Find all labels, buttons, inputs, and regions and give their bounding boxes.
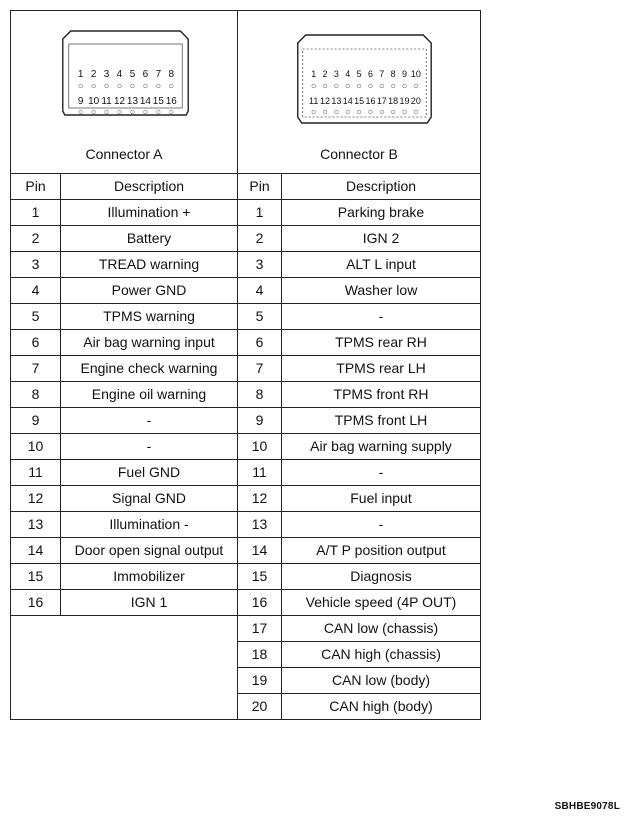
connector-pin-label: 10 [88, 95, 100, 108]
connector-pin-label: 9 [402, 68, 408, 80]
table-header-row [11, 174, 481, 200]
table-row [11, 460, 481, 486]
connector-pin-label: 12 [113, 95, 126, 108]
connector-a-pin-description: - [61, 434, 238, 460]
connector-b-pin-description: Air bag warning supply [282, 434, 481, 460]
connector-b-pin-number: 14 [238, 538, 282, 564]
connector-b-pin-description: - [282, 512, 481, 538]
connector-a-pin-number: 16 [11, 590, 61, 616]
connector-b-pin-row-1 [311, 69, 421, 88]
connector-b-pin-description: Fuel input [282, 486, 481, 512]
connector-pin-label: 20 [410, 95, 421, 107]
connector-a-pin-row-1 [78, 69, 175, 88]
connector-b-pin-number: 7 [238, 356, 282, 382]
connector-a-pin-header: Pin [11, 174, 61, 200]
connector-pin-label: 6 [142, 68, 149, 81]
connector-pin-hole [391, 110, 395, 114]
connector-pin-hole [169, 84, 173, 88]
connector-pin-label: 1 [311, 68, 317, 80]
connector-b-pin-number: 1 [238, 200, 282, 226]
connector-pin-label: 9 [77, 95, 84, 108]
connector-pin-label: 12 [320, 95, 331, 107]
table-row [11, 408, 481, 434]
connector-pin-hole [92, 110, 96, 114]
connector-b-pin-description: Parking brake [282, 200, 481, 226]
connector-a-pin-number: 11 [11, 460, 61, 486]
connector-pin-hole [312, 84, 316, 88]
connector-pin-label: 17 [376, 95, 387, 107]
connector-pin-label: 16 [165, 95, 177, 108]
connector-a-pin-number: 6 [11, 330, 61, 356]
connector-pin-hole [131, 110, 135, 114]
connector-a-pin-description: Illumination + [61, 200, 238, 226]
connector-pin-label: 11 [309, 95, 319, 107]
connector-b-caption: Connector B [320, 146, 398, 162]
connector-pin-hole [92, 84, 96, 88]
connector-pin-label: 19 [399, 95, 410, 107]
connector-pin-hole [380, 110, 384, 114]
connector-pin-label: 14 [342, 95, 353, 107]
connector-a-pin-number: 3 [11, 252, 61, 278]
connector-a-pin-description: Air bag warning input [61, 330, 238, 356]
table-row [11, 200, 481, 226]
connector-a-pin-description: Engine check warning [61, 356, 238, 382]
connector-b-pin-number: 13 [238, 512, 282, 538]
table-row [11, 616, 481, 642]
connector-b-pin-description: CAN high (chassis) [282, 642, 481, 668]
connector-a-pin-description: - [61, 408, 238, 434]
connector-b-pin-description: TPMS front LH [282, 408, 481, 434]
connector-b-pin-number: 12 [238, 486, 282, 512]
connector-pin-label: 5 [356, 68, 362, 80]
connector-b-figure-cell [238, 11, 481, 174]
connector-b-pin-description: Washer low [282, 278, 481, 304]
table-row [11, 564, 481, 590]
connector-b-pin-description: TPMS rear RH [282, 330, 481, 356]
connector-a-pin-number: 4 [11, 278, 61, 304]
connector-a-pin-number: 2 [11, 226, 61, 252]
connector-pin-label: 1 [77, 68, 84, 81]
connector-b-pin-number: 4 [238, 278, 282, 304]
connector-a-pin-description: Engine oil warning [61, 382, 238, 408]
table-row [11, 486, 481, 512]
connector-pin-hole [118, 110, 122, 114]
connector-pin-label: 7 [155, 68, 162, 81]
connector-pin-hole [157, 110, 161, 114]
connector-pin-hole [323, 84, 327, 88]
connector-a-pin-description: TREAD warning [61, 252, 238, 278]
connector-a-pin-description: Fuel GND [61, 460, 238, 486]
connector-pin-hole [105, 110, 109, 114]
connector-pin-label: 2 [90, 68, 97, 81]
connector-pin-hole [79, 110, 83, 114]
figure-reference-code: SBHBE9078L [554, 801, 620, 812]
connector-pin-label: 13 [126, 95, 138, 108]
connector-b-pin-number: 19 [238, 668, 282, 694]
connector-b-pin-description: - [282, 304, 481, 330]
table-row [11, 356, 481, 382]
connector-pin-hole [169, 110, 173, 114]
connector-b-pin-number: 20 [238, 694, 282, 720]
connector-pin-label: 18 [388, 95, 399, 107]
connector-a-pin-description: Signal GND [61, 486, 238, 512]
connector-pin-label: 3 [333, 68, 339, 80]
connector-pin-label: 8 [390, 68, 396, 80]
connector-pin-hole [323, 110, 327, 114]
connector-b-pin-description: CAN high (body) [282, 694, 481, 720]
connector-pin-label: 16 [365, 95, 376, 107]
connector-b-pin-description: A/T P position output [282, 538, 481, 564]
connector-a-figure-cell [11, 11, 238, 174]
connector-b-pin-number: 2 [238, 226, 282, 252]
connector-b-pin-number: 11 [238, 460, 282, 486]
connector-a-pin-number: 9 [11, 408, 61, 434]
connector-figure-row [11, 11, 481, 174]
connector-pin-label: 6 [367, 68, 373, 80]
connector-pin-label: 3 [103, 68, 110, 81]
connector-pin-hole [414, 110, 418, 114]
connector-a-pin-description: Illumination - [61, 512, 238, 538]
connector-a-pin-number: 5 [11, 304, 61, 330]
table-row [11, 304, 481, 330]
connector-a-pin-description: IGN 1 [61, 590, 238, 616]
connector-a-pin-row-2 [78, 96, 177, 114]
connector-pin-label: 14 [139, 95, 151, 108]
connector-pin-label: 15 [152, 95, 164, 108]
connector-b-pin-description: ALT L input [282, 252, 481, 278]
connector-b-pin-number: 8 [238, 382, 282, 408]
connector-b-pin-description: CAN low (body) [282, 668, 481, 694]
connector-pin-label: 13 [331, 95, 342, 107]
connector-pin-hole [346, 84, 350, 88]
connector-pin-hole [335, 110, 339, 114]
connector-b-pin-number: 18 [238, 642, 282, 668]
connector-b-description-header: Description [282, 174, 481, 200]
connector-b-pin-number: 16 [238, 590, 282, 616]
connector-pin-hole [369, 84, 373, 88]
connector-a-pin-number: 8 [11, 382, 61, 408]
connector-pin-hole [357, 110, 361, 114]
connector-pin-hole [403, 110, 407, 114]
connector-pin-hole [380, 84, 384, 88]
connector-pin-label: 4 [116, 68, 123, 81]
connector-pin-hole [335, 84, 339, 88]
connector-pin-hole [79, 84, 83, 88]
connector-pin-hole [312, 110, 316, 114]
connector-a-pin-number: 14 [11, 538, 61, 564]
connector-b-pin-number: 5 [238, 304, 282, 330]
connector-pin-label: 5 [129, 68, 136, 81]
connector-pin-label: 4 [345, 68, 351, 80]
connector-pin-hole [357, 84, 361, 88]
connector-pin-label: 11 [101, 95, 112, 108]
connector-a-pin-number: 12 [11, 486, 61, 512]
connector-pin-label: 7 [379, 68, 385, 80]
connector-pin-hole [414, 84, 418, 88]
connector-pin-label: 10 [410, 68, 421, 80]
connector-pin-label: 8 [168, 68, 175, 81]
connector-b-pin-header: Pin [238, 174, 282, 200]
connector-a-empty-cell [11, 616, 238, 720]
connector-pin-label: 2 [322, 68, 328, 80]
connector-pin-hole [144, 110, 148, 114]
table-row [11, 226, 481, 252]
connector-b-pin-description: IGN 2 [282, 226, 481, 252]
connector-pin-hole [157, 84, 161, 88]
connector-a-caption: Connector A [85, 146, 163, 162]
connector-b-pin-description: - [282, 460, 481, 486]
connector-pin-hole [131, 84, 135, 88]
connector-pin-hole [144, 84, 148, 88]
table-row [11, 252, 481, 278]
table-row [11, 330, 481, 356]
connector-pinout-table [10, 10, 481, 720]
connector-b-pin-number: 3 [238, 252, 282, 278]
table-row [11, 382, 481, 408]
table-row [11, 278, 481, 304]
table-row [11, 538, 481, 564]
connector-pin-hole [369, 110, 373, 114]
connector-b-pin-number: 10 [238, 434, 282, 460]
connector-a-pin-number: 15 [11, 564, 61, 590]
connector-b-pin-number: 6 [238, 330, 282, 356]
connector-pin-hole [346, 110, 350, 114]
table-row [11, 590, 481, 616]
connector-pin-hole [105, 84, 109, 88]
connector-b-pin-number: 9 [238, 408, 282, 434]
connector-a-pin-number: 1 [11, 200, 61, 226]
connector-a-pin-description: Immobilizer [61, 564, 238, 590]
connector-a-pin-number: 10 [11, 434, 61, 460]
connector-a-pin-number: 13 [11, 512, 61, 538]
connector-b-pin-description: CAN low (chassis) [282, 616, 481, 642]
connector-pin-hole [403, 84, 407, 88]
connector-pin-hole [118, 84, 122, 88]
connector-pin-label: 15 [354, 95, 365, 107]
connector-b-pin-description: Diagnosis [282, 564, 481, 590]
connector-b-pin-row-2 [309, 96, 421, 114]
connector-b-pin-description: TPMS rear LH [282, 356, 481, 382]
connector-pin-hole [391, 84, 395, 88]
connector-a-pin-description: Power GND [61, 278, 238, 304]
connector-a-pin-description: Battery [61, 226, 238, 252]
connector-a-pin-description: Door open signal output [61, 538, 238, 564]
connector-a-description-header: Description [61, 174, 238, 200]
table-row [11, 434, 481, 460]
connector-b-pin-description: TPMS front RH [282, 382, 481, 408]
connector-b-pin-description: Vehicle speed (4P OUT) [282, 590, 481, 616]
table-row [11, 512, 481, 538]
connector-a-pin-number: 7 [11, 356, 61, 382]
connector-b-pin-number: 15 [238, 564, 282, 590]
connector-a-pin-description: TPMS warning [61, 304, 238, 330]
connector-b-pin-number: 17 [238, 616, 282, 642]
